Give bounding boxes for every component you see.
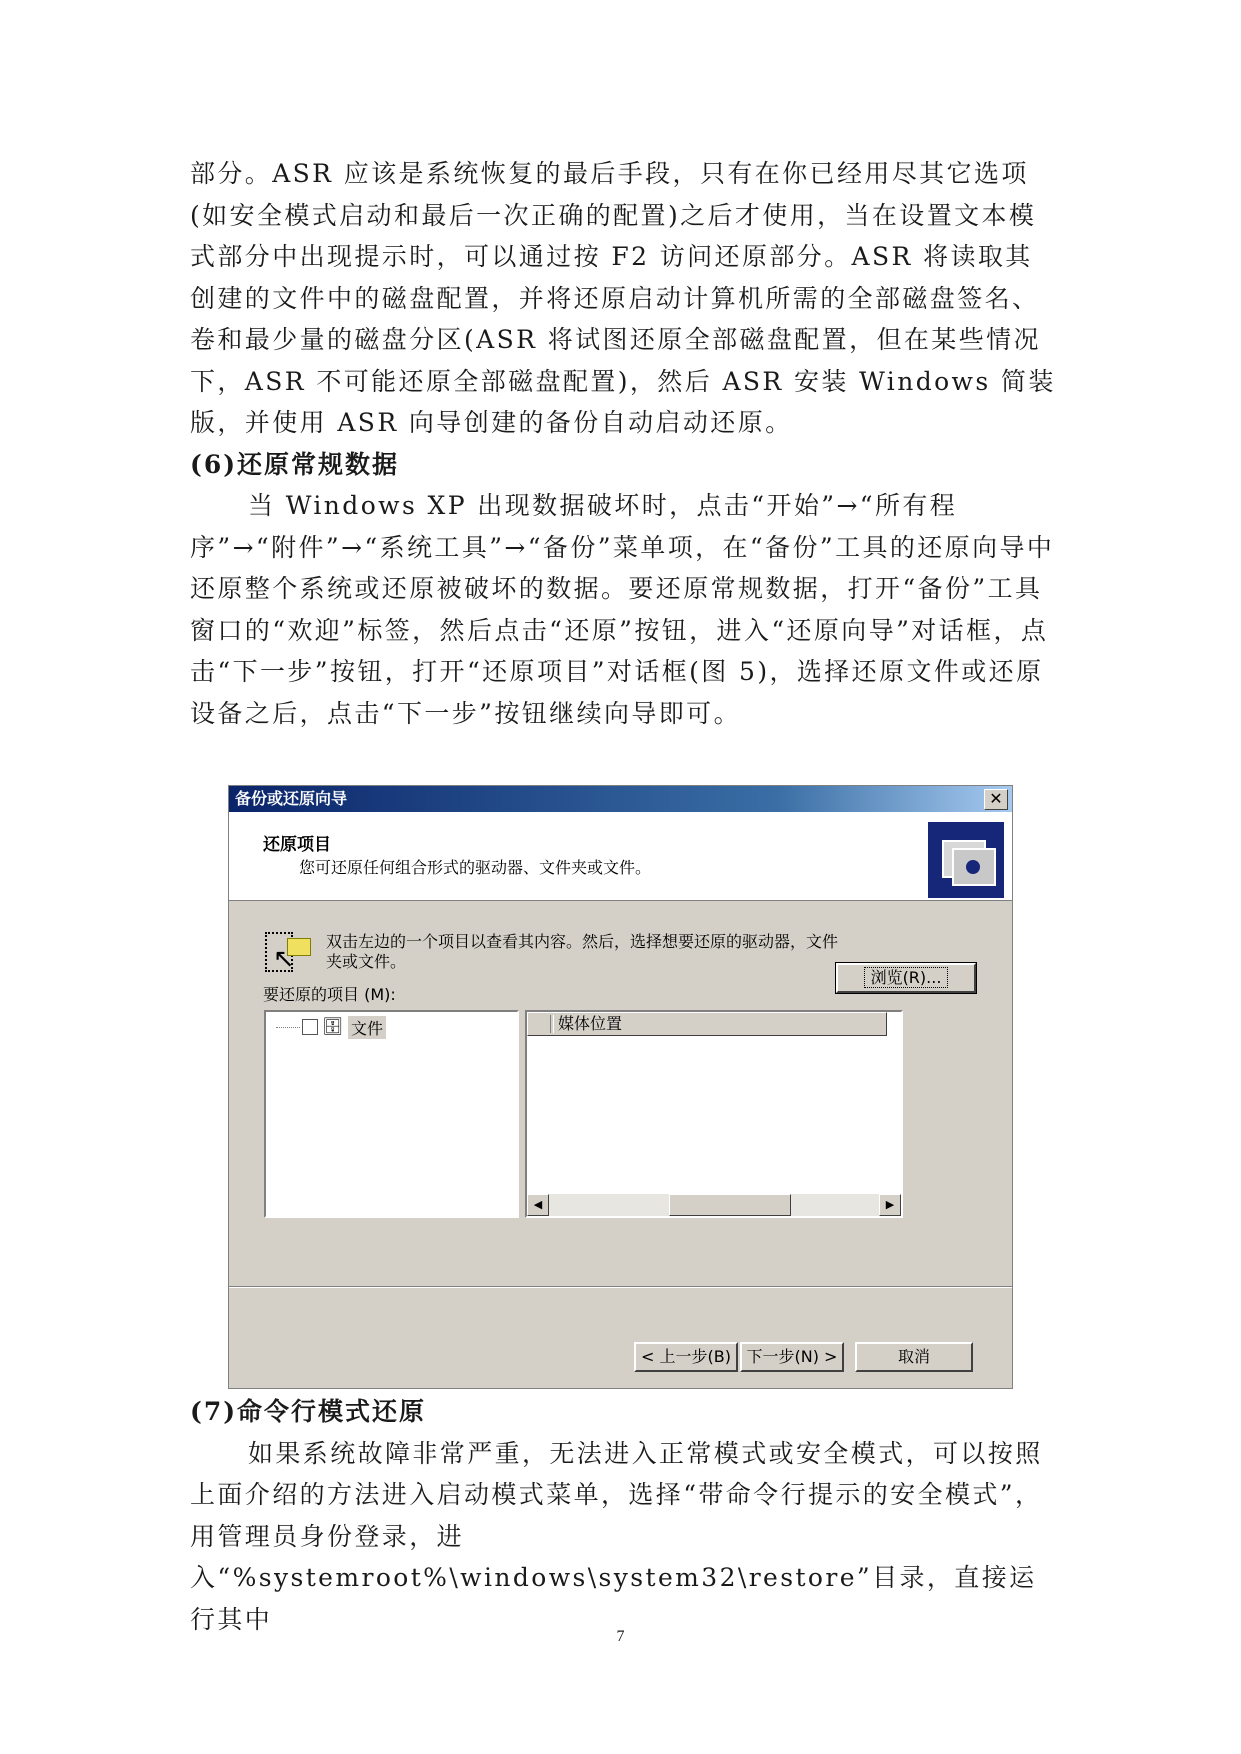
scroll-left-icon[interactable]: ◀ (527, 1194, 549, 1216)
paragraph-asr: 部分。ASR 应该是系统恢复的最后手段，只有在你已经用尽其它选项(如安全模式启动和最后一次正确的配置)之后才使用，当在设置文本模式部分中出现提示时，可以通过按 F2 访问还原部分。ASR 将读取其创建的文件中的磁盘配置，并将还原启动计算机所需的全部磁盘签名、卷和最少量的磁盘分区(ASR 将试图还原全部磁盘配置，但在某些情况下，ASR 不可能还原全部磁盘配置)，然后 ASR 安装 Windows 简装版，并使用 ASR 向导创建的备份自动启动还原。 (190, 159, 1056, 437)
header-title: 还原项目 (263, 835, 331, 855)
paragraph-restore-data: 当 Windows XP 出现数据破坏时，点击“开始”→“所有程序”→“附件”→“系统工具”→“备份”菜单项，在“备份”工具的还原向导中还原整个系统或还原被破坏的数据。要还原常规数据，打开“备份”工具窗口的“欢迎”标签，然后点击“还原”按钮，进入“还原向导”对话框，点击“下一步”按钮，打开“还原项目”对话框(图 5)，选择还原文件或还原设备之后，点击“下一步”按钮继续向导即可。 (190, 491, 1055, 728)
column-header-label: 媒体位置 (558, 1014, 623, 1033)
heading-restore-data: (6)还原常规数据 (190, 449, 400, 479)
backup-file-icon: 🗄 (322, 1017, 344, 1037)
dialog-title: 备份或还原向导 (235, 789, 348, 808)
hint-text: 双击左边的一个项目以查看其内容。然后，选择想要还原的驱动器，文件夹或文件。 (326, 932, 839, 971)
column-header-media-location[interactable] (527, 1012, 887, 1036)
media-list[interactable] (525, 1010, 903, 1218)
next-button[interactable]: 下一步(N) > (740, 1342, 844, 1372)
browse-button[interactable] (836, 963, 976, 993)
page-number: 7 (616, 1628, 625, 1645)
heading-command-line: (7)命令行模式还原 (190, 1397, 427, 1426)
footer-divider (229, 1286, 1012, 1288)
header-subtitle: 您可还原任何组合形式的驱动器、文件夹或文件。 (299, 858, 652, 877)
lower-text-block (190, 1391, 1060, 1640)
paragraph-command-line: 如果系统故障非常严重，无法进入正常模式或安全模式，可以按照上面介绍的方法进入启动模式菜单，选择“带命令行提示的安全模式”，用管理员身份登录，进入“%systemroot%\windows\system32\restore”目录，直接运行其中 (190, 1438, 1043, 1634)
backup-wizard-icon (928, 822, 1004, 898)
tree-connector (276, 1027, 300, 1028)
restore-items-tree[interactable] (264, 1010, 519, 1218)
select-hint-icon: ↖ (265, 932, 311, 972)
cancel-button[interactable]: 取消 (855, 1342, 973, 1372)
scroll-right-icon[interactable]: ▶ (879, 1194, 901, 1216)
tree-item-checkbox[interactable] (302, 1019, 318, 1035)
tree-item-label: 文件 (348, 1016, 386, 1039)
items-label: 要还原的项目 (M): (263, 985, 396, 1004)
dialog-header (229, 812, 1012, 901)
tree-item-file[interactable] (276, 1016, 386, 1038)
close-button[interactable]: ✕ (984, 789, 1008, 810)
restore-wizard-dialog (228, 785, 1013, 1389)
horizontal-scrollbar[interactable] (527, 1194, 901, 1216)
upper-text-block (190, 153, 1060, 734)
dialog-title-bar (229, 786, 1012, 812)
back-button[interactable]: < 上一步(B) (634, 1342, 738, 1372)
browse-button-label: 浏览(R)... (864, 967, 949, 988)
scroll-thumb[interactable] (669, 1194, 791, 1216)
column-divider (550, 1015, 554, 1033)
